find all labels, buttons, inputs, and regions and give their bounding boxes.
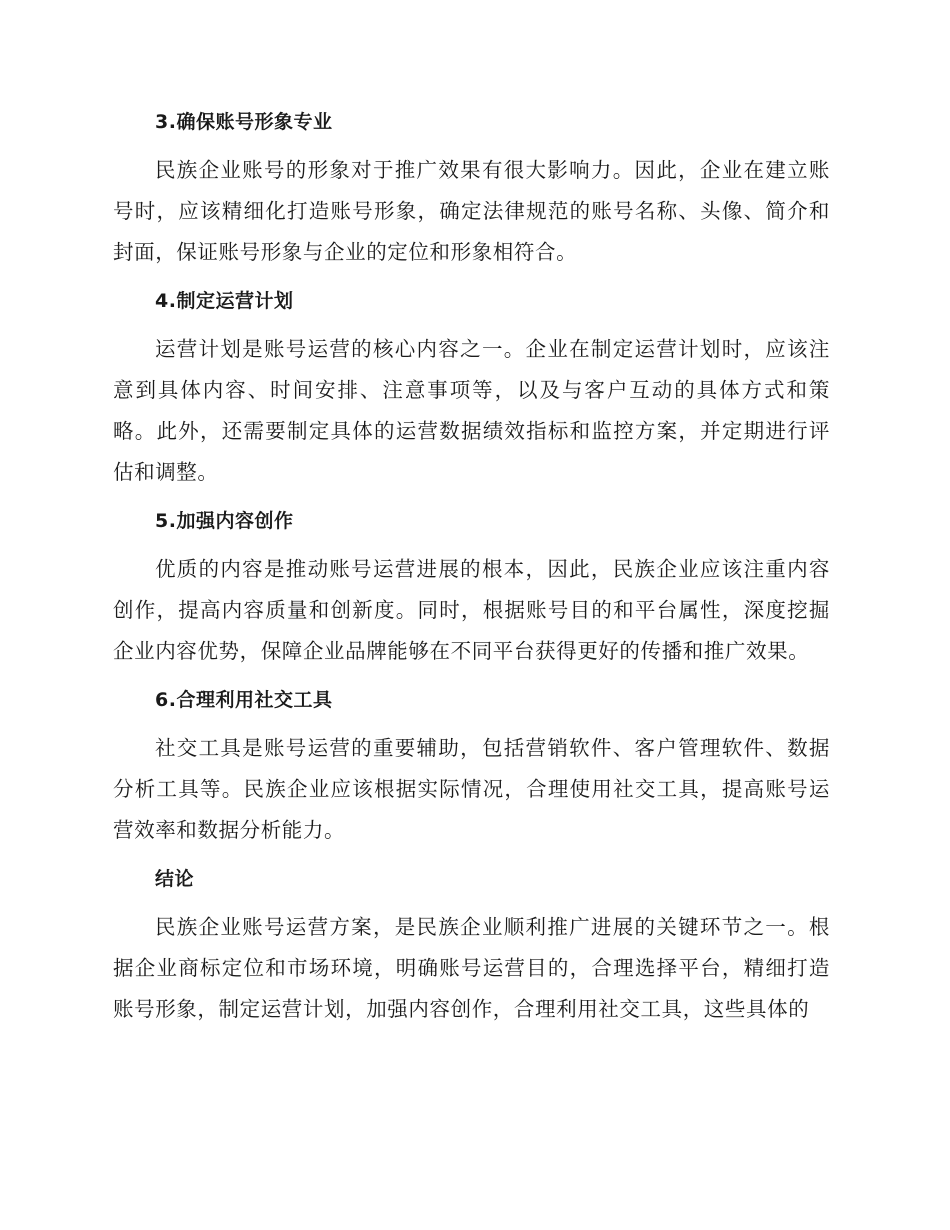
section-heading-5: 5.加强内容创作 [155, 510, 294, 532]
section-body-5: 优质的内容是推动账号运营进展的根本，因此，民族企业应该注重内容创作，提高内容质量和创新度。同时，根据账号目的和平台属性，深度挖掘企业内容优势，保障企业品牌能够在不同平台获得更好的传播和推广效果。 [113, 557, 830, 663]
conclusion-body: 民族企业账号运营方案，是民族企业顺利推广进展的关键环节之一。根据企业商标定位和市场环境，明确账号运营目的，合理选择平台，精细打造账号形象，制定运营计划，加强内容创作，合理利用社交工具，这些具体的 [113, 915, 830, 1021]
section-body-4: 运营计划是账号运营的核心内容之一。企业在制定运营计划时，应该注意到具体内容、时间安排、注意事项等，以及与客户互动的具体方式和策略。此外，还需要制定具体的运营数据绩效指标和监控方案，并定期进行评估和调整。 [113, 337, 830, 484]
section-heading-3: 3.确保账号形象专业 [155, 111, 333, 133]
conclusion-heading: 结论 [155, 868, 195, 890]
section-body-3: 民族企业账号的形象对于推广效果有很大影响力。因此，企业在建立账号时，应该精细化打造账号形象，确定法律规范的账号名称、头像、简介和封面，保证账号形象与企业的定位和形象相符合。 [113, 158, 830, 264]
section-heading-6: 6.合理利用社交工具 [155, 689, 333, 711]
section-body-6: 社交工具是账号运营的重要辅助，包括营销软件、客户管理软件、数据分析工具等。民族企业应该根据实际情况，合理使用社交工具，提高账号运营效率和数据分析能力。 [113, 736, 830, 842]
section-heading-4: 4.制定运营计划 [155, 290, 294, 312]
